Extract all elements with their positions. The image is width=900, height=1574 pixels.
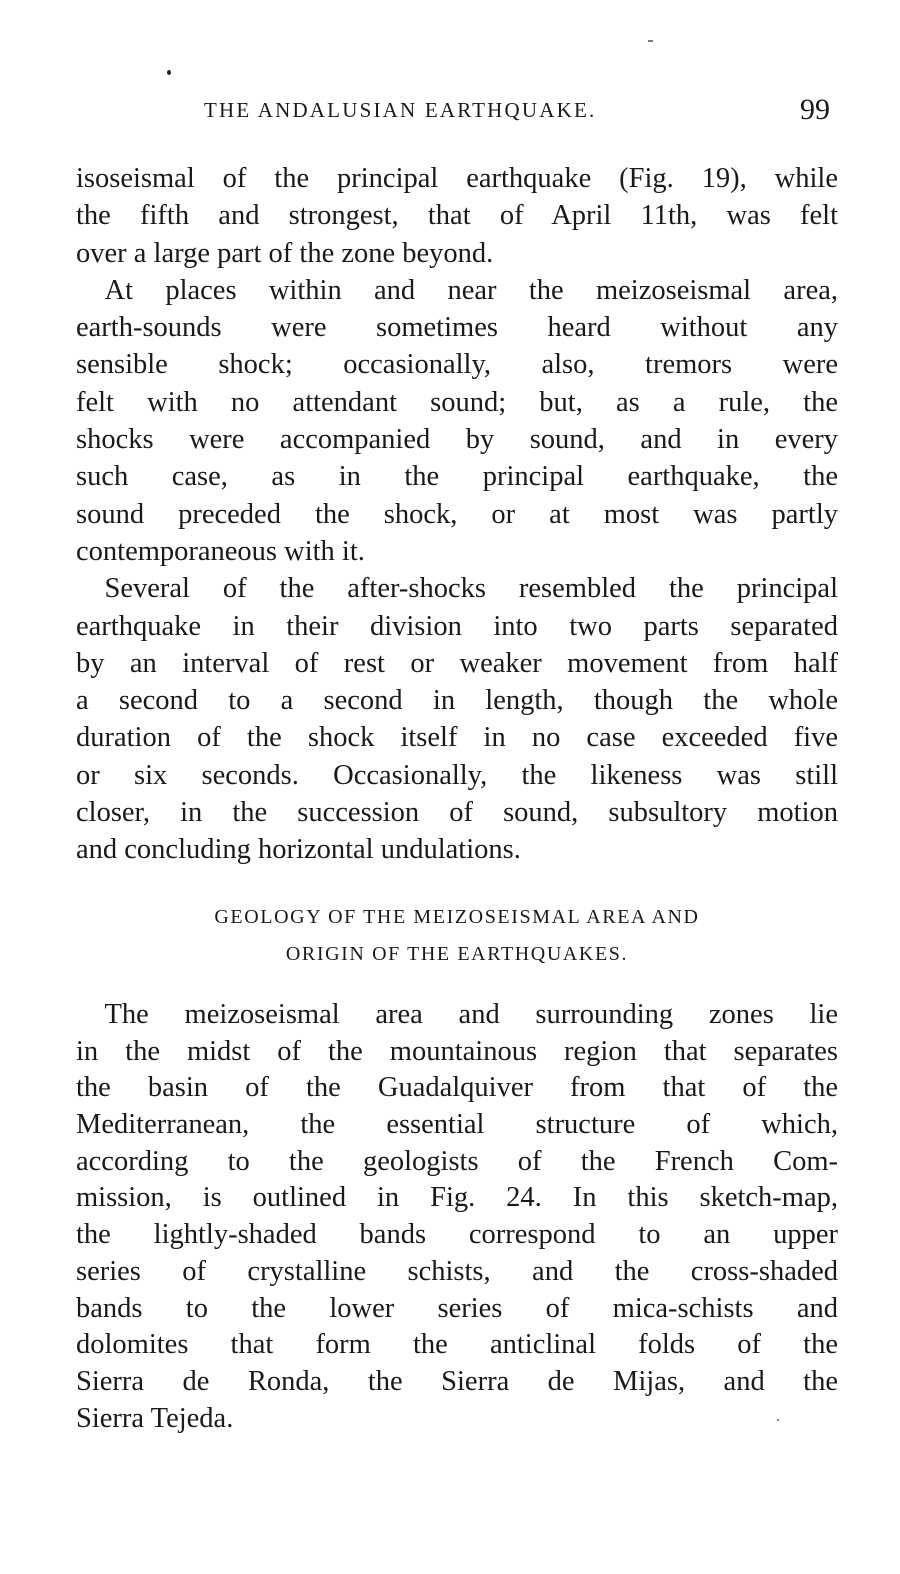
print-speck xyxy=(167,70,171,75)
section-heading-line: ORIGIN OF THE EARTHQUAKES. xyxy=(285,943,629,965)
text-line: The meizoseismal area and surrounding zones lie xyxy=(76,999,838,1030)
running-head xyxy=(0,92,900,128)
section-heading xyxy=(76,899,838,973)
text-line: Mediterranean, the essential structure of which, xyxy=(76,1109,838,1141)
text-line: duration of the shock itself in no case exceeded five xyxy=(76,722,838,754)
text-line: in the midst of the mountainous region that separates xyxy=(76,1035,838,1067)
print-speck xyxy=(648,40,653,42)
body-text xyxy=(76,160,838,869)
text-line: felt with no attendant sound; but, as a rule, the xyxy=(76,386,838,418)
text-line: such case, as in the principal earthquake, the xyxy=(76,461,838,493)
text-line: and concluding horizontal undulations. xyxy=(76,834,521,866)
text-line: bands to the lower series of mica-schists and xyxy=(76,1292,838,1324)
text-line: the lightly-shaded bands correspond to an upper xyxy=(76,1219,838,1251)
text-line: contemporaneous with it. xyxy=(76,535,365,567)
section-heading-line: GEOLOGY OF THE MEIZOSEISMAL AREA AND xyxy=(214,906,700,928)
text-line: At places within and near the meizoseismal area, xyxy=(76,274,838,306)
text-line: dolomites that form the anticlinal folds of the xyxy=(76,1329,838,1361)
text-line: according to the geologists of the French Com- xyxy=(76,1145,838,1177)
section-body-text xyxy=(76,997,838,1437)
text-line: mission, is outlined in Fig. 24. In this sketch-map, xyxy=(76,1182,838,1214)
text-line: Sierra de Ronda, the Sierra de Mijas, and the xyxy=(76,1365,838,1397)
text-line: closer, in the succession of sound, subsultory motion xyxy=(76,797,838,829)
text-line: the basin of the Guadalquiver from that of the xyxy=(76,1072,838,1104)
text-line: earth-sounds were sometimes heard without any xyxy=(76,312,838,344)
text-line: the fifth and strongest, that of April 11th, was felt xyxy=(76,200,838,232)
text-line: Sierra Tejeda. xyxy=(76,1402,234,1434)
text-line: series of crystalline schists, and the cross-shaded xyxy=(76,1255,838,1287)
page-number: 99 xyxy=(800,93,830,126)
text-line: by an interval of rest or weaker movement from half xyxy=(76,647,838,679)
text-line: sensible shock; occasionally, also, tremors were xyxy=(76,349,838,381)
text-line: sound preceded the shock, or at most was partly xyxy=(76,498,838,530)
text-line: Several of the after-shocks resembled the principal xyxy=(76,573,838,605)
text-line: or six seconds. Occasionally, the likeness was still xyxy=(76,759,838,791)
text-line: isoseismal of the principal earthquake (Fig. 19), while xyxy=(76,163,838,194)
text-line: earthquake in their division into two parts separated xyxy=(76,610,838,642)
text-line: a second to a second in length, though the whole xyxy=(76,685,838,717)
text-line: shocks were accompanied by sound, and in every xyxy=(76,424,838,456)
running-title: THE ANDALUSIAN EARTHQUAKE. xyxy=(204,98,597,122)
text-line: over a large part of the zone beyond. xyxy=(76,237,494,269)
